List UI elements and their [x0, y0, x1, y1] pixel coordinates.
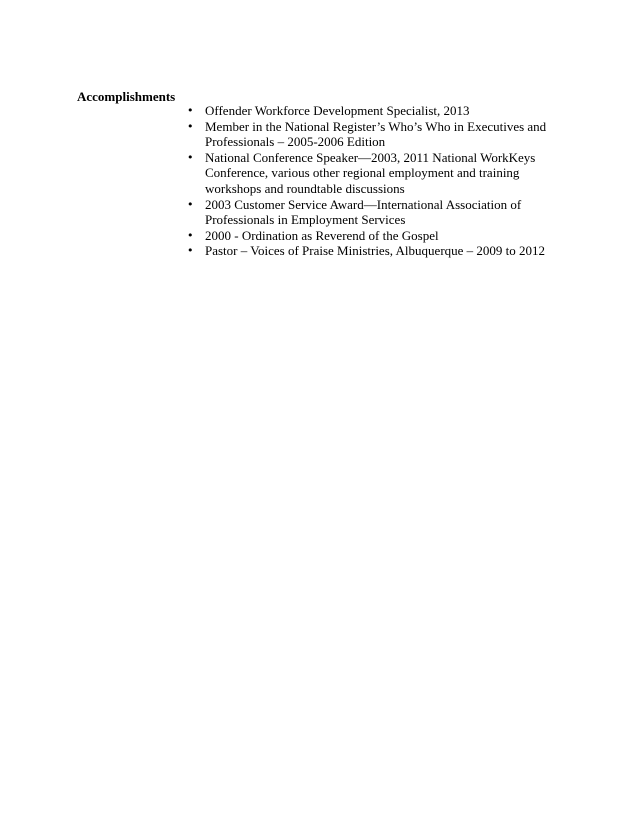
- list-item: [187, 150, 577, 197]
- list-item: [187, 119, 577, 150]
- accomplishment-text: Member in the National Register’s Who’s Who in Executives and Professionals – 2005-2006 Edition: [205, 118, 547, 150]
- bullet-icon: •: [187, 197, 194, 211]
- accomplishments-heading: Accomplishments: [77, 89, 176, 104]
- list-item: [187, 243, 577, 259]
- accomplishment-text: Pastor – Voices of Praise Ministries, Albuquerque – 2009 to 2012: [205, 243, 546, 259]
- list-item: [187, 197, 577, 228]
- accomplishment-text: Offender Workforce Development Specialist, 2013: [205, 103, 470, 118]
- list-item: [187, 103, 577, 119]
- list-item: [187, 228, 577, 244]
- bullet-icon: •: [187, 104, 194, 117]
- bullet-icon: •: [187, 244, 194, 258]
- accomplishment-text: 2003 Customer Service Award—International Association of Professionals in Employment Services: [205, 196, 522, 228]
- bullet-icon: •: [187, 150, 194, 164]
- bullet-icon: •: [187, 228, 194, 242]
- accomplishment-text: National Conference Speaker—2003, 2011 National WorkKeys Conference, various other regional employment and training workshops and roundtable discussions: [205, 149, 536, 196]
- accomplishments-list: [187, 103, 577, 259]
- bullet-icon: •: [187, 119, 194, 133]
- accomplishment-text: 2000 - Ordination as Reverend of the Gospel: [205, 227, 439, 243]
